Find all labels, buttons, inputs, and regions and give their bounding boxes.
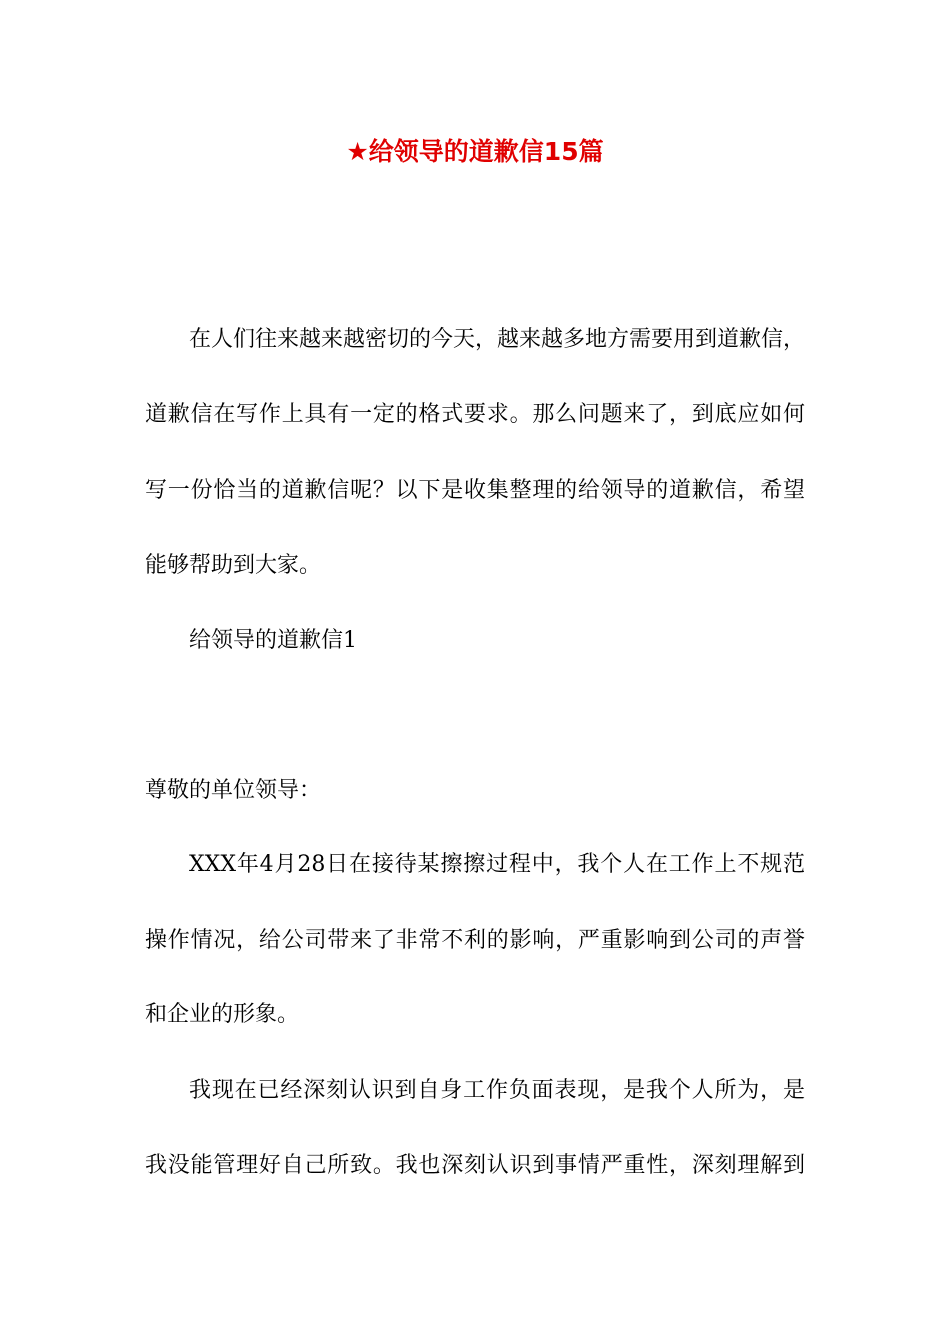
intro-line-1: 在人们往来越来越密切的今天，越来越多地方需要用到道歉信， bbox=[189, 327, 806, 352]
document-title: ★给领导的道歉信15篇 bbox=[346, 137, 604, 166]
paragraph1-line-3: 和企业的形象。 bbox=[145, 1002, 300, 1027]
intro-line-3: 写一份恰当的道歉信呢？以下是收集整理的给领导的道歉信，希望 bbox=[145, 478, 805, 503]
salutation: 尊敬的单位领导： bbox=[145, 778, 322, 803]
intro-line-4: 能够帮助到大家。 bbox=[145, 553, 322, 578]
intro-line-2: 道歉信在写作上具有一定的格式要求。那么问题来了，到底应如何 bbox=[145, 402, 805, 427]
paragraph2-line-1: 我现在已经深刻认识到自身工作负面表现，是我个人所为，是 bbox=[189, 1078, 805, 1103]
paragraph1-line-1: XXX年4月28日在接待某擦擦过程中，我个人在工作上不规范 bbox=[189, 852, 805, 877]
paragraph1-line-2: 操作情况，给公司带来了非常不利的影响，严重影响到公司的声誉 bbox=[145, 928, 805, 953]
paragraph2-line-2: 我没能管理好自己所致。我也深刻认识到事情严重性，深刻理解到 bbox=[145, 1153, 805, 1178]
section-heading: 给领导的道歉信1 bbox=[189, 628, 357, 653]
